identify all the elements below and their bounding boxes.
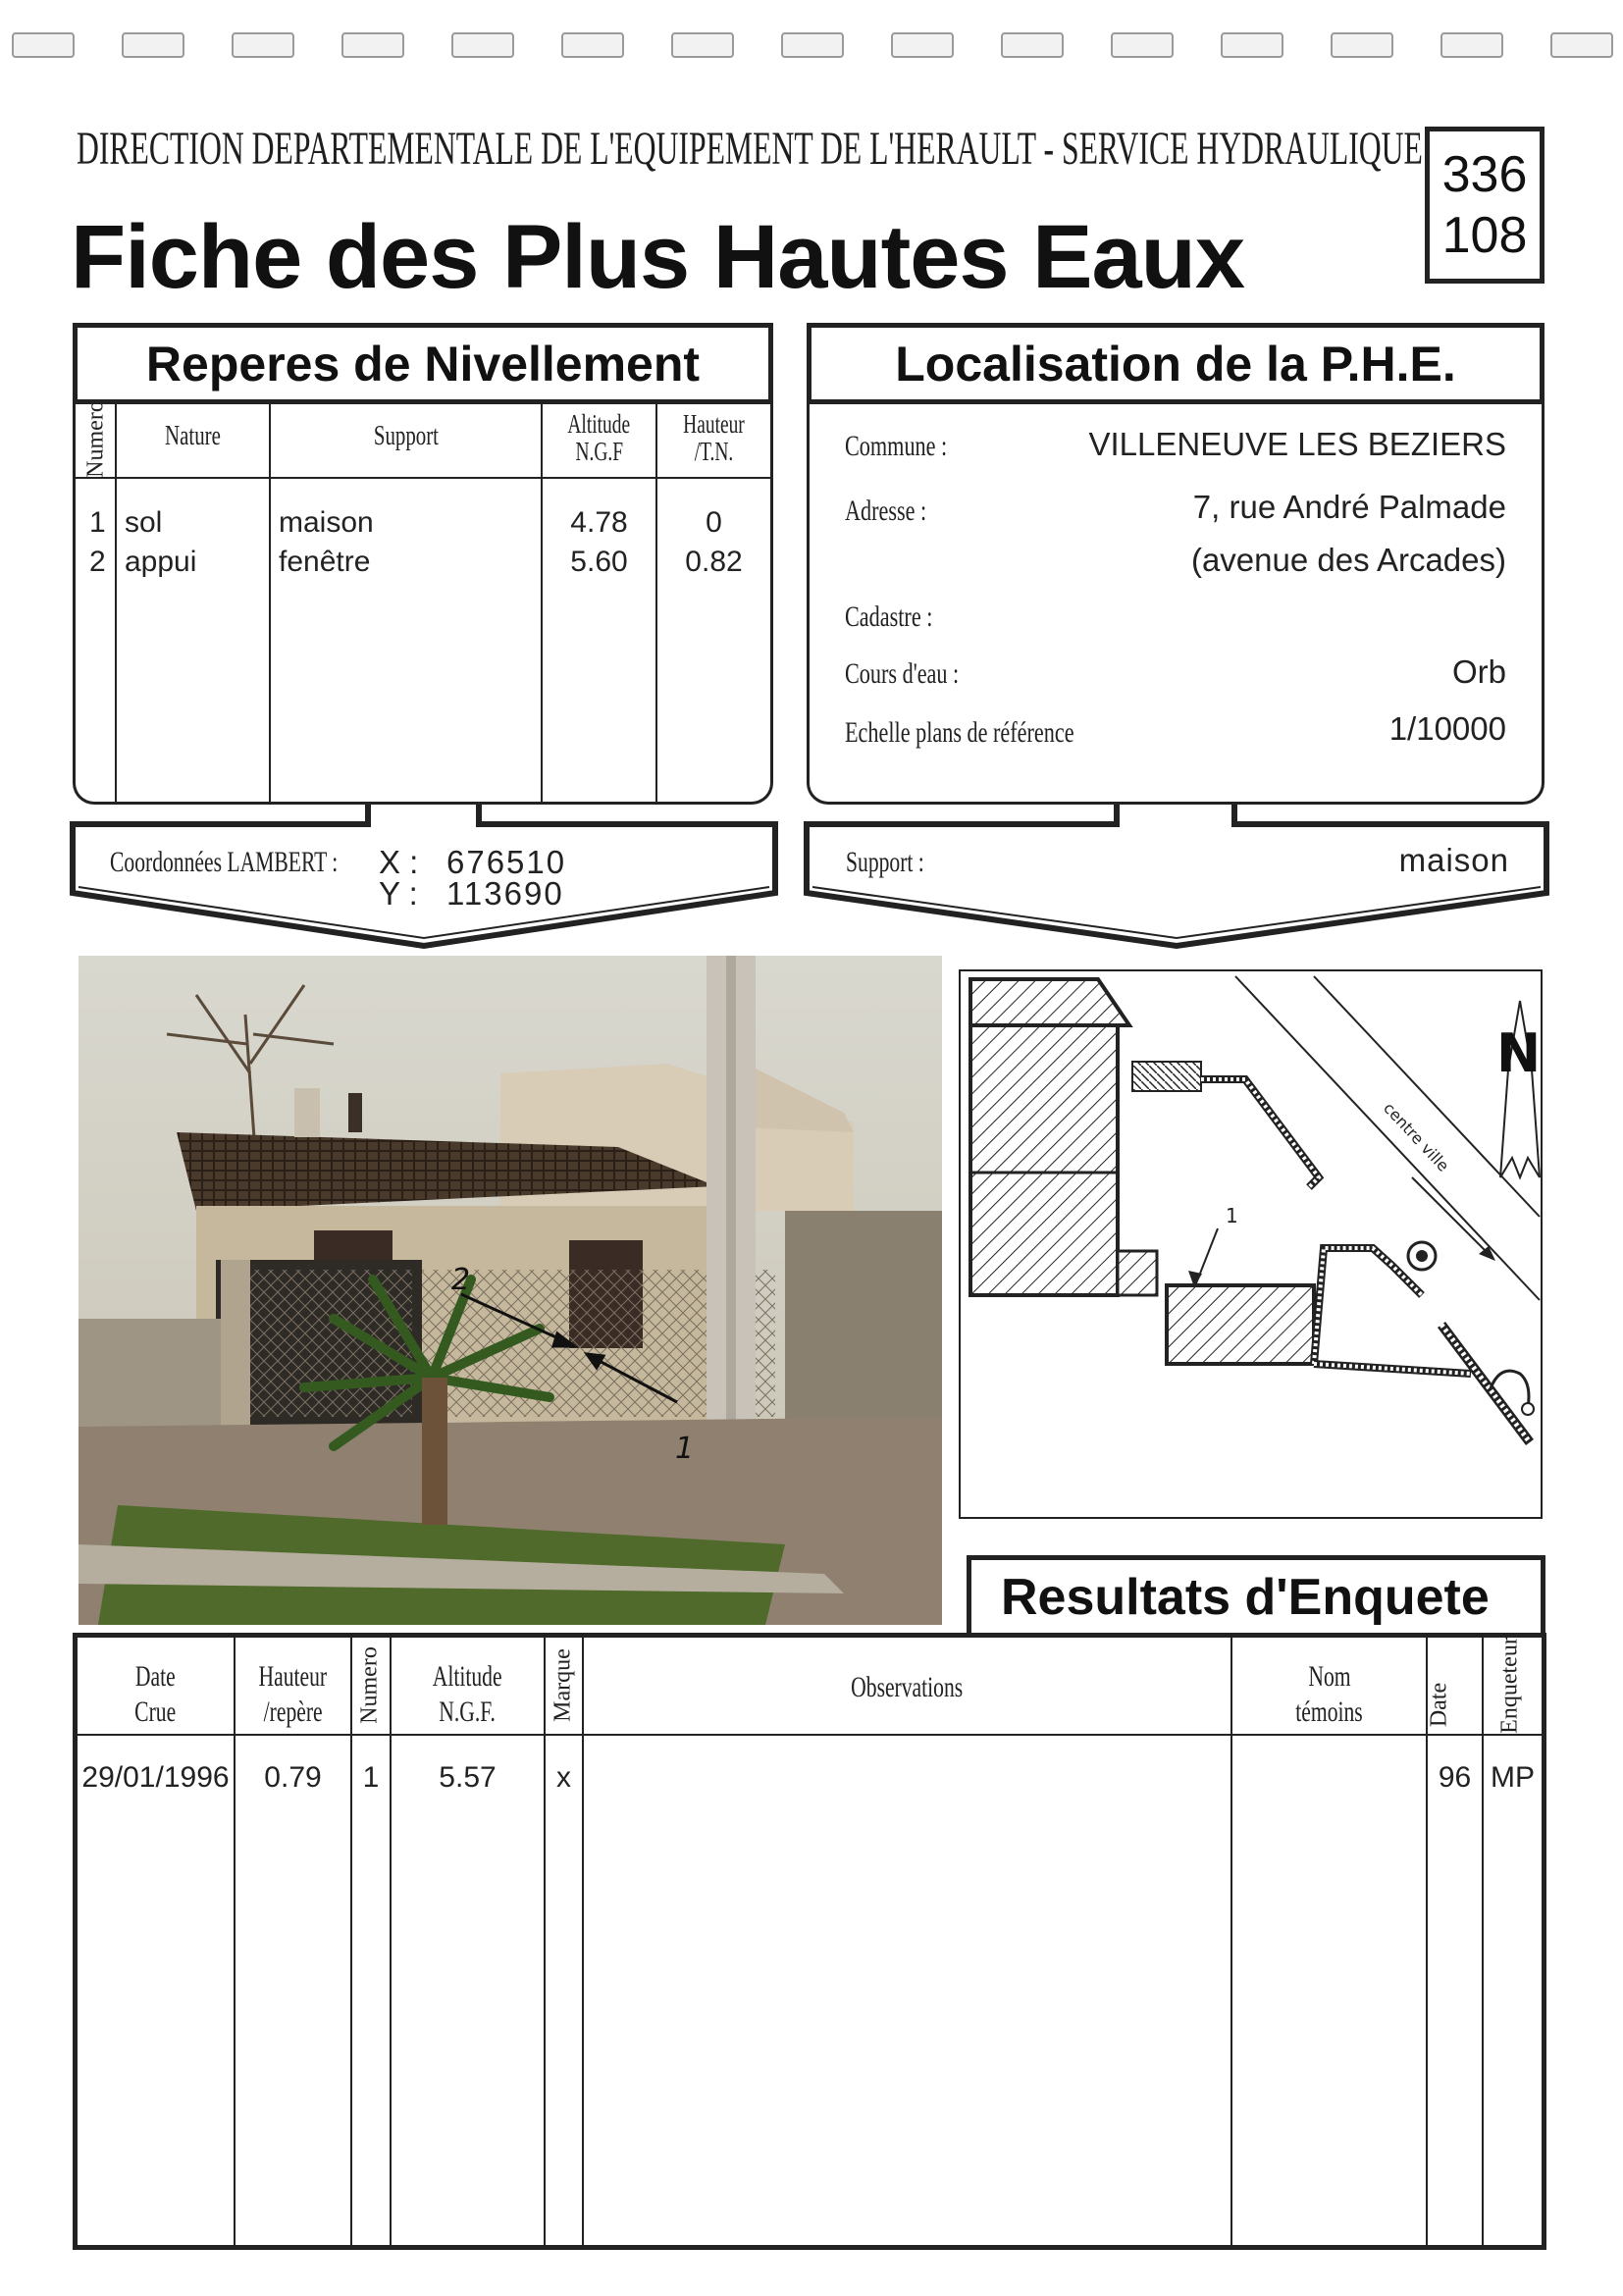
repere-hauteur: 0.82 — [685, 546, 743, 578]
results-section-title: Resultats d'Enquete — [967, 1555, 1545, 1634]
binder-hole — [671, 32, 734, 58]
commune-value: VILLENEUVE LES BEZIERS — [1088, 426, 1506, 462]
reperes-table — [73, 400, 773, 805]
binder-hole — [122, 32, 184, 58]
commune-label: Commune : — [845, 430, 948, 462]
repere-altitude: 5.60 — [570, 546, 628, 578]
north-icon: N — [1496, 1022, 1541, 1084]
support-label: Support : — [846, 846, 924, 878]
reperes-section-title: Reperes de Nivellement — [73, 323, 773, 404]
binder-hole — [451, 32, 514, 58]
col-header-nature: Nature — [165, 420, 221, 451]
adresse-line-2: (avenue des Arcades) — [1190, 542, 1506, 578]
result-altitude: 5.57 — [439, 1761, 497, 1794]
binder-hole — [891, 32, 954, 58]
binder-hole — [781, 32, 844, 58]
repere-numero: 2 — [89, 546, 106, 578]
col-header-nom-temoins: Nom témoins — [1295, 1660, 1363, 1728]
binder-hole — [1111, 32, 1174, 58]
binder-hole — [561, 32, 624, 58]
col-header-date-crue: Date Crue — [134, 1660, 177, 1728]
echelle-label: Echelle plans de référence — [845, 716, 1074, 749]
repere-hauteur: 0 — [706, 506, 722, 539]
lambert-x-label: X : — [379, 844, 419, 880]
repere-altitude: 4.78 — [570, 506, 628, 539]
result-date-crue: 29/01/1996 — [81, 1761, 230, 1794]
repere-support: fenêtre — [279, 546, 371, 578]
binder-hole — [232, 32, 294, 58]
results-table — [73, 1633, 1546, 2250]
photo-marker-2: 2 — [451, 1263, 471, 1297]
repere-support: maison — [279, 506, 374, 539]
map-repere-marker: 1 — [1226, 1204, 1238, 1227]
repere-numero: 1 — [89, 506, 106, 539]
result-marque: x — [556, 1761, 571, 1794]
col-header-date: Date — [1426, 1682, 1452, 1728]
binder-hole — [12, 32, 75, 58]
lambert-x-value: 676510 — [446, 844, 567, 880]
binder-hole — [1001, 32, 1064, 58]
fiche-number-top: 336 — [1441, 146, 1528, 203]
map-street-label: centre ville — [1380, 1098, 1453, 1175]
repere-nature: sol — [125, 506, 163, 539]
service-header: DIRECTION DEPARTEMENTALE DE L'EQUIPEMENT DE L'HERAULT - SERVICE HYDRAULIQUE — [77, 123, 1423, 175]
col-header-observations: Observations — [851, 1671, 964, 1703]
result-date: 96 — [1438, 1761, 1472, 1794]
col-header-hauteur-repere: Hauteur /repère — [258, 1660, 328, 1728]
col-header-marque: Marque — [550, 1648, 576, 1722]
repere-nature: appui — [125, 546, 197, 578]
col-header-altitude: Altitude N.G.F — [567, 409, 631, 466]
page-title: Fiche des Plus Hautes Eaux — [71, 207, 1245, 307]
localisation-section-title: Localisation de la P.H.E. — [807, 323, 1544, 404]
cours-eau-label: Cours d'eau : — [845, 657, 960, 690]
fiche-number-bottom: 108 — [1441, 207, 1528, 264]
result-hauteur: 0.79 — [264, 1761, 322, 1794]
cadastre-label: Cadastre : — [845, 600, 933, 633]
cours-eau-value: Orb — [1451, 653, 1506, 690]
photo-marker-1: 1 — [675, 1432, 695, 1466]
lambert-y-value: 113690 — [446, 875, 564, 912]
binder-hole — [341, 32, 404, 58]
support-value: maison — [1398, 842, 1509, 878]
col-header-altitude-ngf: Altitude N.G.F. — [433, 1660, 502, 1728]
binder-hole — [1550, 32, 1613, 58]
binder-hole — [1331, 32, 1393, 58]
binder-hole — [1440, 32, 1503, 58]
fiche-number-box — [1425, 127, 1544, 284]
adresse-label: Adresse : — [845, 495, 927, 527]
result-enqueteur: MP — [1491, 1761, 1535, 1794]
localisation-panel — [807, 404, 1544, 805]
lambert-y-label: Y : — [379, 875, 418, 912]
location-map — [959, 969, 1543, 1519]
col-header-numero: Numero — [82, 400, 109, 478]
lambert-label: Coordonnées LAMBERT : — [110, 846, 339, 878]
col-header-numero: Numero — [356, 1646, 383, 1724]
col-header-support: Support — [373, 420, 439, 451]
result-numero: 1 — [362, 1761, 380, 1794]
binder-hole — [1221, 32, 1283, 58]
col-header-hauteur: Hauteur /T.N. — [683, 409, 745, 466]
echelle-value: 1/10000 — [1388, 710, 1506, 747]
site-photo — [79, 956, 942, 1625]
adresse-line-1: 7, rue André Palmade — [1192, 489, 1506, 525]
col-header-enqueteur: Enqueteur — [1496, 1637, 1523, 1734]
